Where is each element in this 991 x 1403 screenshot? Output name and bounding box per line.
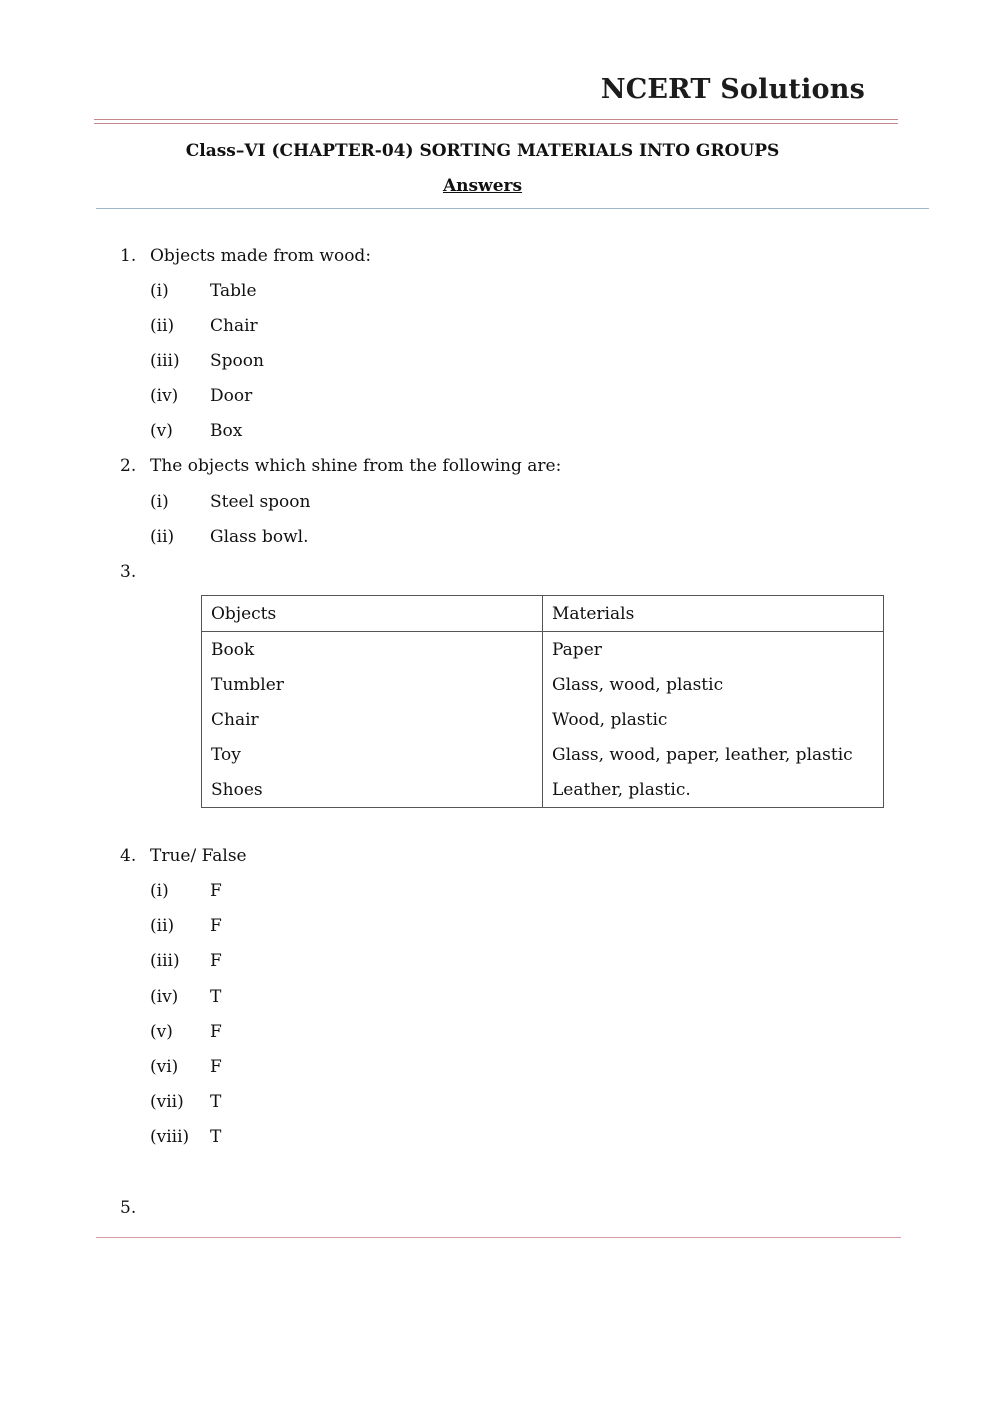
header-divider [94, 119, 898, 124]
q5-number: 5. [120, 1198, 137, 1218]
table-cell: Tumbler [202, 667, 543, 702]
q2-item-label: (ii) [150, 527, 175, 547]
q4-item-value: T [210, 1092, 222, 1112]
q3-number: 3. [120, 562, 137, 582]
title-divider [96, 208, 929, 209]
q1-item-label: (v) [150, 421, 173, 441]
table-header-cell: Objects [202, 596, 543, 632]
q2-item-label: (i) [150, 492, 169, 512]
q4-text: True/ False [150, 846, 247, 866]
q4-item-label: (ii) [150, 916, 175, 936]
q1-item-label: (ii) [150, 316, 175, 336]
table-row [202, 632, 884, 668]
q1-item-label: (iii) [150, 351, 180, 371]
q4-item-label: (v) [150, 1022, 173, 1042]
table-cell: Wood, plastic [543, 702, 884, 737]
q4-item-label: (viii) [150, 1127, 190, 1147]
q1-item-value: Box [210, 421, 243, 441]
q2-item-value: Glass bowl. [210, 527, 309, 547]
q1-text: Objects made from wood: [150, 246, 372, 266]
q1-item-value: Chair [210, 316, 258, 336]
q4-item-value: F [210, 881, 222, 901]
table-header-row [202, 596, 884, 632]
q4-item-label: (i) [150, 881, 169, 901]
q1-item-label: (i) [150, 281, 169, 301]
q1-item-value: Spoon [210, 351, 264, 371]
q4-item-label: (iv) [150, 987, 179, 1007]
table-cell: Leather, plastic. [543, 772, 884, 808]
q1-item-value: Table [210, 281, 257, 301]
q4-item-value: F [210, 1057, 222, 1077]
q4-item-label: (iii) [150, 951, 180, 971]
table-row [202, 737, 884, 772]
materials-table [201, 595, 884, 808]
table-header-cell: Materials [543, 596, 884, 632]
q1-item-label: (iv) [150, 386, 179, 406]
table-cell: Glass, wood, paper, leather, plastic [543, 737, 884, 772]
table-cell: Book [202, 632, 543, 668]
q4-item-value: T [210, 987, 222, 1007]
q2-number: 2. [120, 456, 137, 476]
q1-item-value: Door [210, 386, 253, 406]
table-cell: Paper [543, 632, 884, 668]
table-cell: Shoes [202, 772, 543, 808]
table-row [202, 702, 884, 737]
q4-item-label: (vii) [150, 1092, 184, 1112]
table-cell: Chair [202, 702, 543, 737]
table-cell: Toy [202, 737, 543, 772]
table-cell: Glass, wood, plastic [543, 667, 884, 702]
q4-item-label: (vi) [150, 1057, 179, 1077]
q4-item-value: T [210, 1127, 222, 1147]
brand-title: NCERT Solutions [600, 74, 865, 105]
page-subtitle: Answers [442, 176, 523, 196]
q1-number: 1. [120, 246, 137, 266]
q2-item-value: Steel spoon [210, 492, 311, 512]
page-title: Class–VI (CHAPTER-04) SORTING MATERIALS INTO GROUPS [185, 141, 780, 161]
q4-item-value: F [210, 951, 222, 971]
q4-item-value: F [210, 1022, 222, 1042]
footer-divider [96, 1237, 901, 1238]
q4-item-value: F [210, 916, 222, 936]
q2-text: The objects which shine from the following are: [150, 456, 562, 476]
table-row [202, 667, 884, 702]
table-row [202, 772, 884, 808]
q4-number: 4. [120, 846, 137, 866]
